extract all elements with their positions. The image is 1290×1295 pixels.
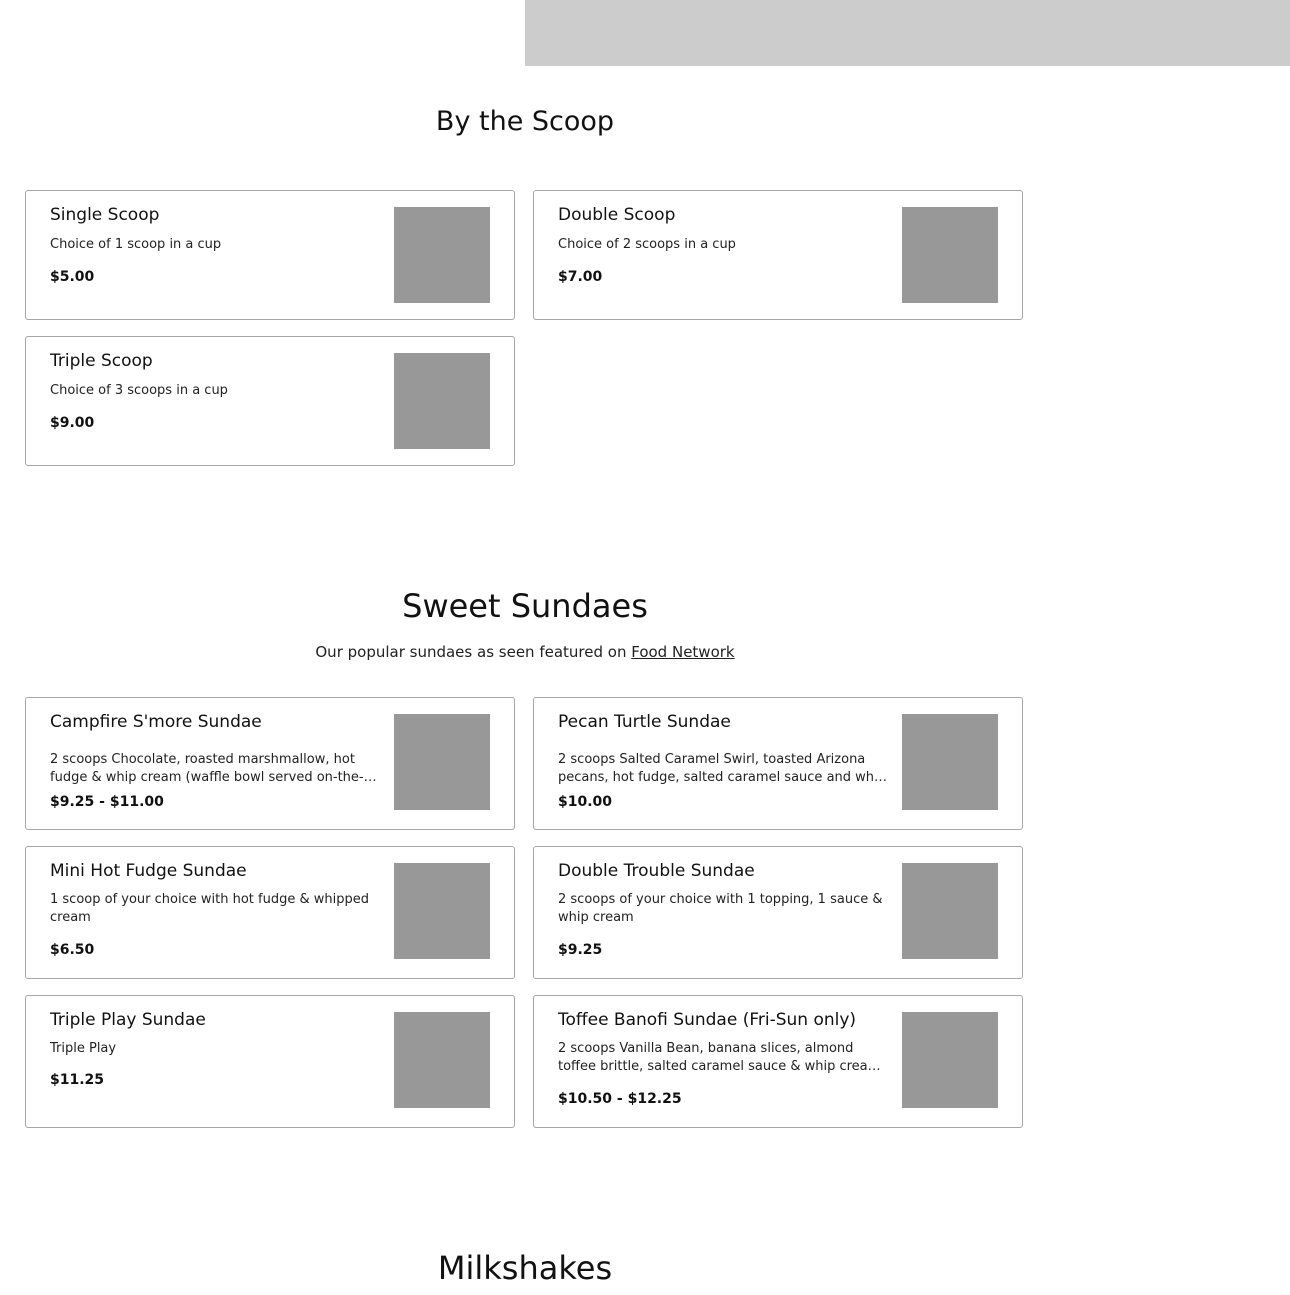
menu-item-card[interactable]: [25, 846, 515, 979]
section-subtitle-sundaes: [0, 643, 1050, 661]
item-image: [394, 863, 490, 959]
item-name: Mini Hot Fudge Sundae: [50, 861, 247, 881]
item-image: [394, 714, 490, 810]
menu-item-card[interactable]: [533, 846, 1023, 979]
item-description: Choice of 3 scoops in a cup: [50, 383, 228, 398]
menu-item-card[interactable]: [25, 995, 515, 1128]
item-image: [394, 1012, 490, 1108]
item-name: Double Scoop: [558, 205, 676, 225]
item-price: $9.00: [50, 415, 95, 431]
item-name: Double Trouble Sundae: [558, 861, 755, 881]
item-price: $6.50: [50, 942, 95, 958]
hero-image-placeholder: [525, 0, 1290, 66]
item-name: Toffee Banofi Sundae (Fri-Sun only): [558, 1010, 857, 1030]
item-image: [394, 207, 490, 303]
item-description: Triple Play: [50, 1041, 117, 1056]
item-description: Choice of 2 scoops in a cup: [558, 237, 736, 252]
item-name: Triple Scoop: [50, 351, 153, 371]
item-price: $9.25: [558, 942, 603, 958]
section-title-sundaes: Sweet Sundaes: [402, 587, 648, 625]
subtitle-text: Our popular sundaes as seen featured on: [315, 643, 627, 661]
item-description: 2 scoops Chocolate, roasted marshmallow, hot fudge & whip cream (waffle bowl served on-the-: [50, 752, 364, 785]
item-description: 2 scoops of your choice with 1 topping, 1 sauce & whip cream: [558, 892, 883, 925]
item-price: $7.00: [558, 269, 603, 285]
item-description: 2 scoops Salted Caramel Swirl, toasted Arizona pecans, hot fudge, salted caramel sauce and whip: [558, 752, 886, 785]
menu-item-card[interactable]: [533, 190, 1023, 320]
item-name: Campfire S'more Sundae: [50, 712, 262, 732]
food-network-link[interactable]: Food Network: [631, 643, 735, 661]
item-price: $10.50 - $12.25: [558, 1091, 682, 1107]
menu-item-card[interactable]: [25, 190, 515, 320]
item-name: Single Scoop: [50, 205, 160, 225]
menu-item-card[interactable]: [25, 336, 515, 466]
item-price: $10.00: [558, 794, 613, 810]
item-image: [902, 1012, 998, 1108]
item-price: $9.25 - $11.00: [50, 794, 164, 810]
item-image: [902, 207, 998, 303]
item-price: $11.25: [50, 1072, 105, 1088]
item-name: Pecan Turtle Sundae: [558, 712, 731, 732]
section-title-scoop: By the Scoop: [435, 106, 615, 137]
menu-item-card[interactable]: [25, 697, 515, 830]
item-image: [902, 714, 998, 810]
item-name: Triple Play Sundae: [50, 1010, 206, 1030]
item-image: [394, 353, 490, 449]
item-price: $5.00: [50, 269, 95, 285]
section-title-milkshakes: Milkshakes: [437, 1249, 613, 1287]
item-description: 2 scoops Vanilla Bean, banana slices, almond toffee brittle, salted caramel sauce & whip cream: [558, 1041, 881, 1074]
menu-item-card[interactable]: [533, 697, 1023, 830]
item-image: [902, 863, 998, 959]
item-description: 1 scoop of your choice with hot fudge & whipped cream: [50, 892, 369, 925]
menu-item-card[interactable]: [533, 995, 1023, 1128]
item-description: Choice of 1 scoop in a cup: [50, 237, 222, 252]
